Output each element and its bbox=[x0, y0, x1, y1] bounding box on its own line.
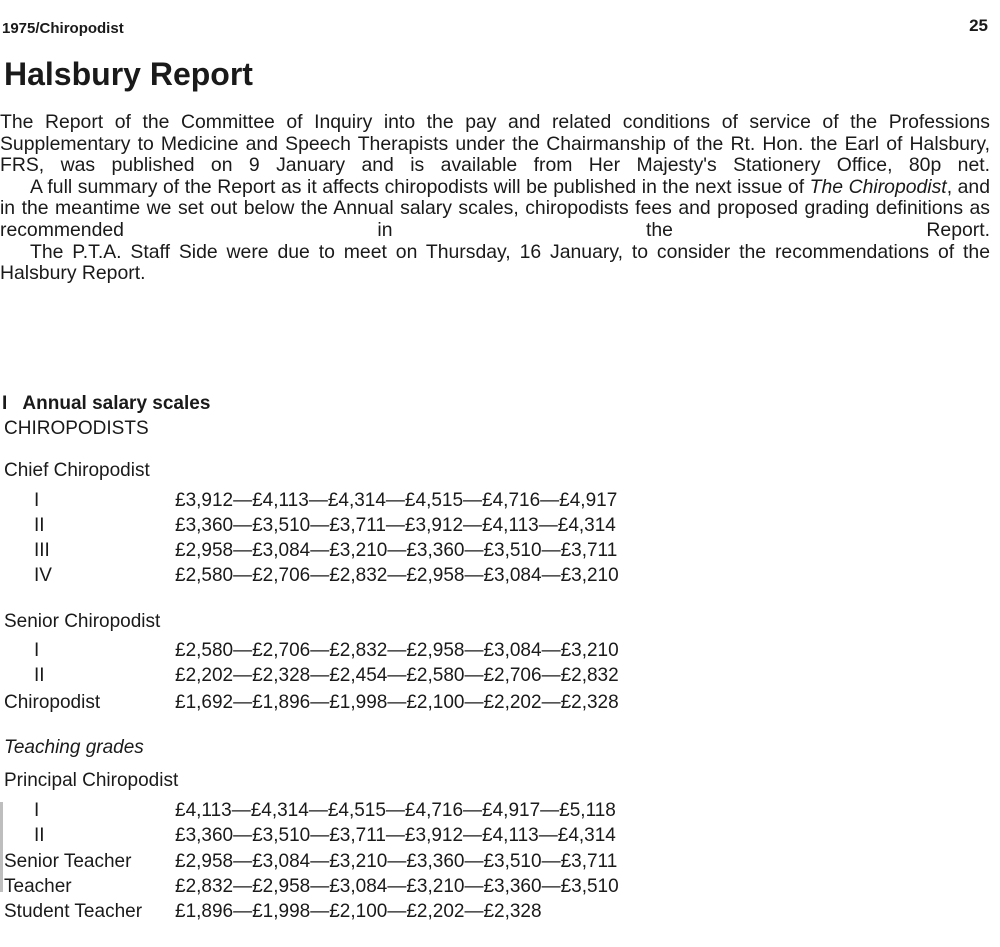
row-label: III bbox=[34, 540, 50, 561]
group-label-senior: Senior Chiropodist bbox=[4, 611, 161, 632]
row-label: Chiropodist bbox=[4, 692, 101, 713]
salary-scale: £1,692—£1,896—£1,998—£2,100—£2,202—£2,328 bbox=[175, 692, 619, 713]
salary-scale: £2,580—£2,706—£2,832—£2,958—£3,084—£3,210 bbox=[175, 640, 619, 661]
row-label: Student Teacher bbox=[4, 901, 143, 922]
salary-scale: £3,912—£4,113—£4,314—£4,515—£4,716—£4,917 bbox=[175, 490, 618, 511]
paragraph-summary-post: , and in the meantime we set out below the Annual salary scales, chiropodists fees and proposed grading definitions as recommended in the Report. bbox=[0, 175, 990, 241]
salary-scale: £3,360—£3,510—£3,711—£3,912—£4,113—£4,314 bbox=[175, 515, 616, 536]
paragraph-staff-side: The P.T.A. Staff Side were due to meet on Thursday, 16 January, to consider the recommendations of the Halsbury Report. bbox=[0, 240, 990, 285]
salary-scale: £2,958—£3,084—£3,210—£3,360—£3,510—£3,711 bbox=[175, 851, 618, 872]
section-subheading: CHIROPODISTS bbox=[4, 418, 149, 439]
salary-scale: £3,360—£3,510—£3,711—£3,912—£4,113—£4,314 bbox=[175, 825, 616, 846]
paragraph-intro: The Report of the Committee of Inquiry into the pay and related conditions of service of the Professions Supplementary to Medicine and Speech Therapists under the Chairmanship of the Rt. Hon. the Earl of Halsbury, FRS, was published on 9 January and is available from Her Majesty's Stationery Office, 80p net. bbox=[0, 111, 990, 177]
journal-title: The Chiropodist bbox=[809, 175, 947, 198]
page-number: 25 bbox=[969, 16, 988, 35]
salary-scale: £2,958—£3,084—£3,210—£3,360—£3,510—£3,711 bbox=[175, 540, 618, 561]
row-label: I bbox=[34, 640, 40, 661]
row-label: II bbox=[34, 515, 45, 536]
salary-scale: £1,896—£1,998—£2,100—£2,202—£2,328 bbox=[175, 901, 542, 922]
row-label: II bbox=[34, 665, 45, 686]
row-label: IV bbox=[34, 565, 52, 586]
row-label: Senior Teacher bbox=[4, 851, 132, 872]
group-label-principal: Principal Chiropodist bbox=[4, 770, 179, 791]
scan-edge-mark bbox=[0, 802, 3, 892]
group-label-teaching: Teaching grades bbox=[4, 737, 144, 758]
salary-scale: £2,832—£2,958—£3,084—£3,210—£3,360—£3,510 bbox=[175, 876, 619, 897]
running-head: 1975/Chiropodist bbox=[2, 20, 124, 37]
row-label: I bbox=[34, 490, 40, 511]
row-label: I bbox=[34, 800, 40, 821]
paragraph-summary-pre: A full summary of the Report as it affects chiropodists will be published in the next issue of bbox=[30, 175, 810, 198]
article-body bbox=[0, 112, 990, 285]
salary-scale: £4,113—£4,314—£4,515—£4,716—£4,917—£5,118 bbox=[175, 800, 616, 821]
page-title: Halsbury Report bbox=[4, 56, 253, 92]
row-label: II bbox=[34, 825, 45, 846]
section-heading: I Annual salary scales bbox=[2, 393, 211, 414]
paragraph-summary bbox=[0, 177, 990, 242]
row-label: Teacher bbox=[4, 876, 72, 897]
salary-scale: £2,202—£2,328—£2,454—£2,580—£2,706—£2,832 bbox=[175, 665, 619, 686]
salary-scale: £2,580—£2,706—£2,832—£2,958—£3,084—£3,210 bbox=[175, 565, 619, 586]
group-label-chief: Chief Chiropodist bbox=[4, 460, 150, 481]
